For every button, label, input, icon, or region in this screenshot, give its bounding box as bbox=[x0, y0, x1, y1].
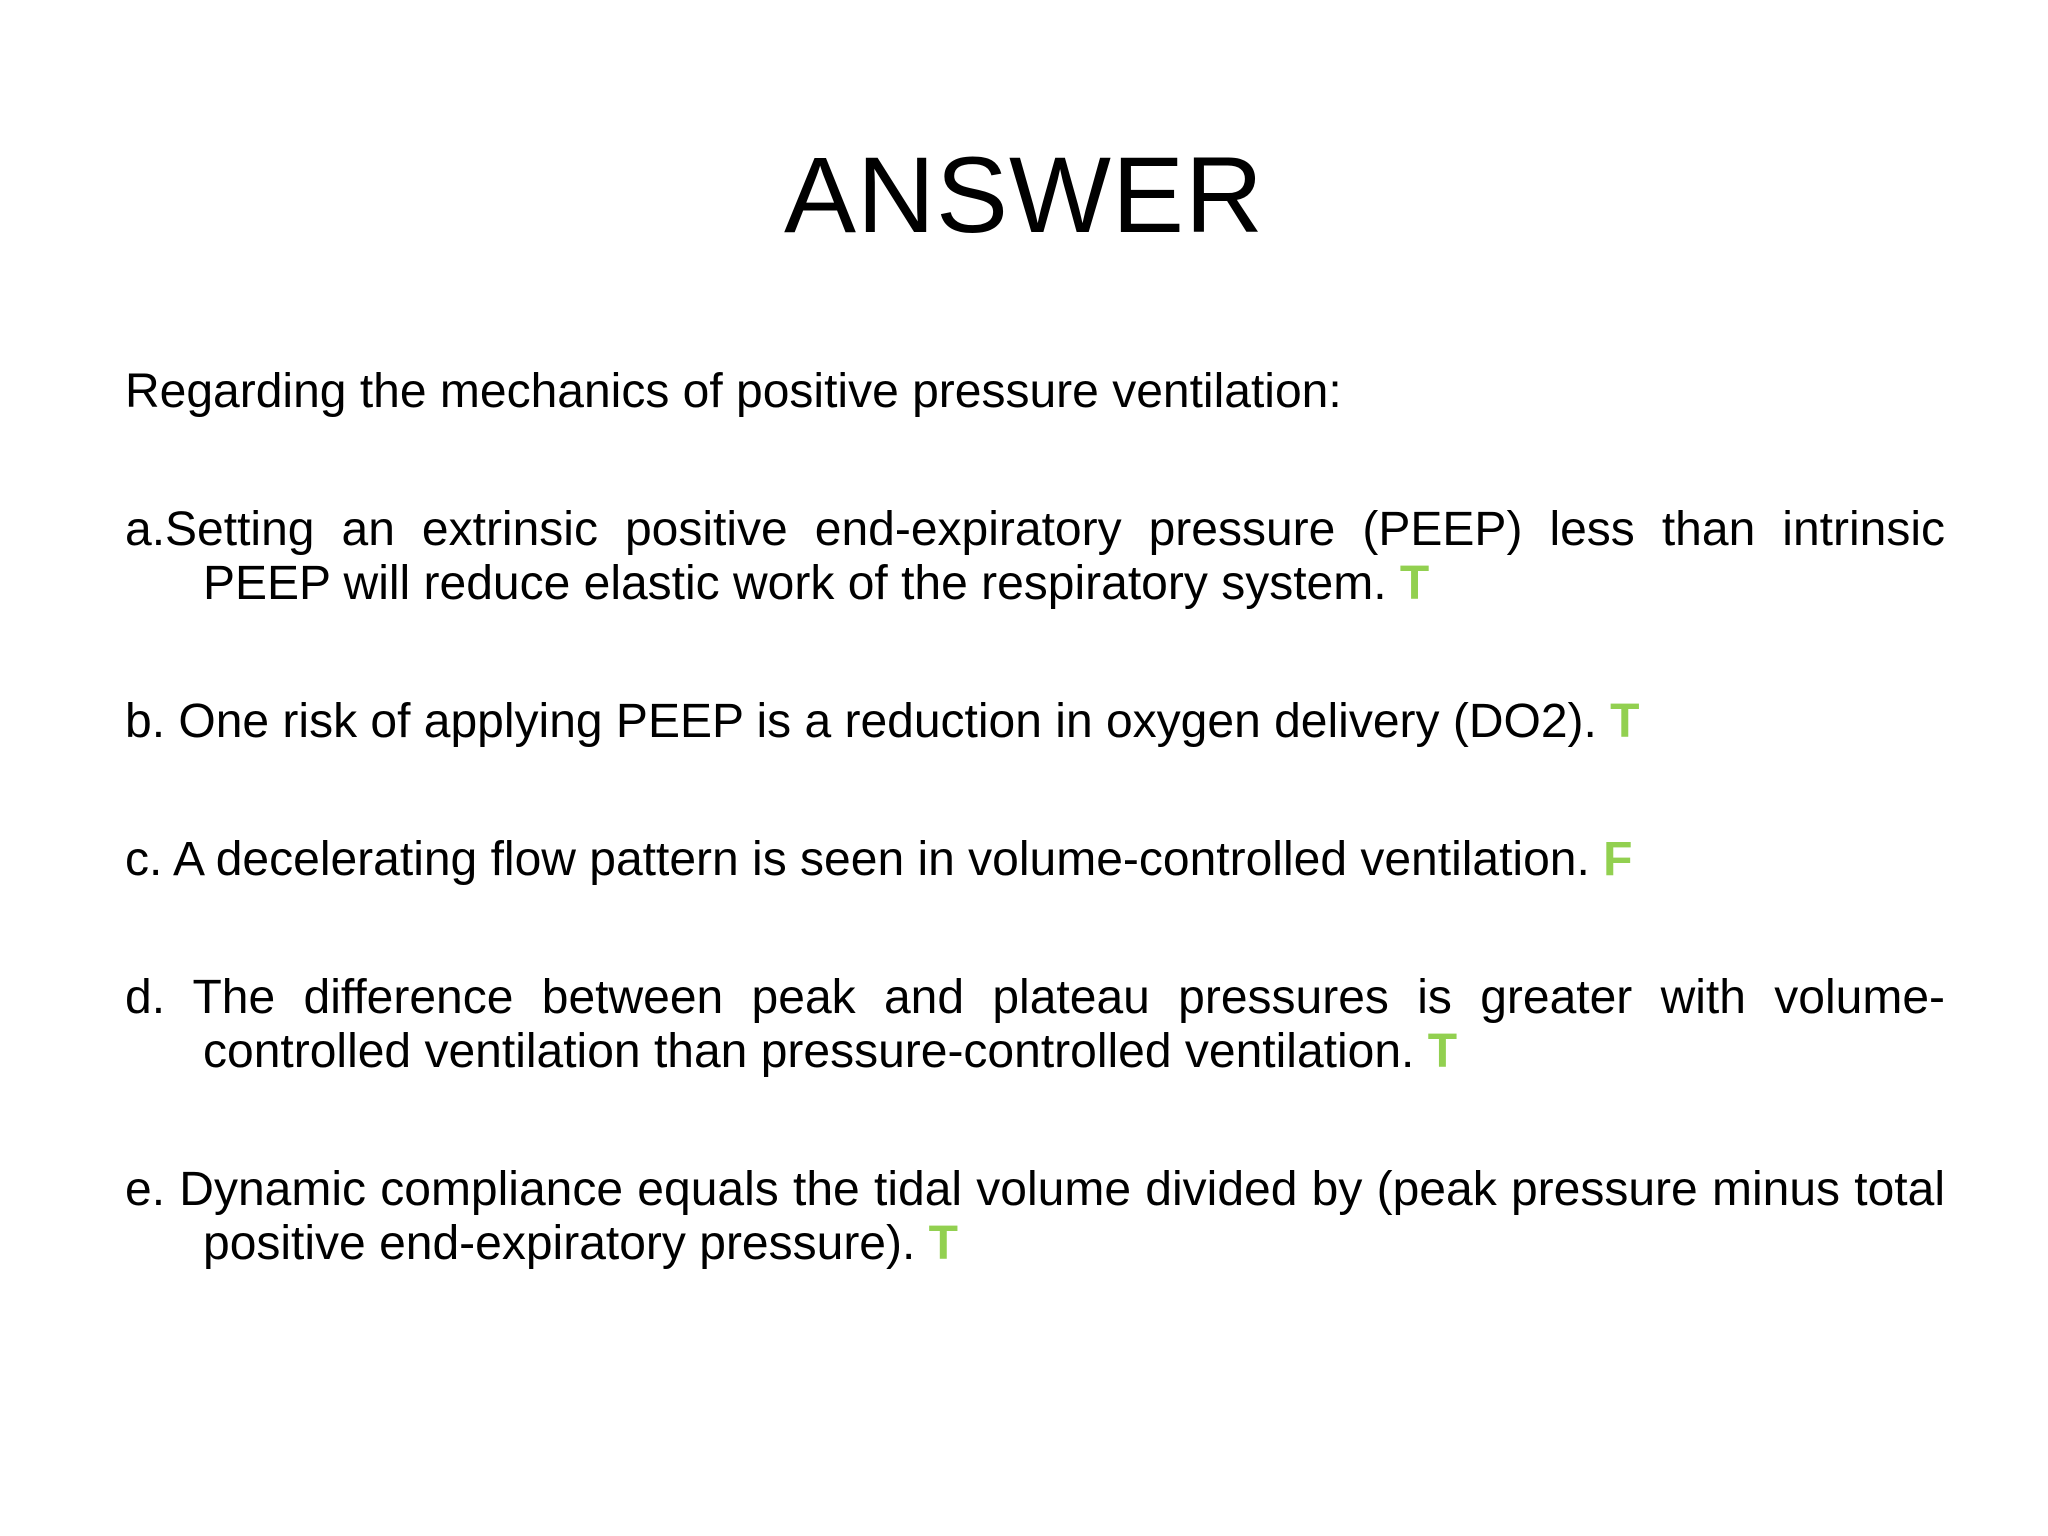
answer-verdict: T bbox=[1399, 557, 1430, 610]
question-stem: Regarding the mechanics of positive pressure ventilation: bbox=[125, 365, 1342, 418]
answer-item-d bbox=[125, 971, 1945, 1079]
answer-item-text: e. Dynamic compliance equals the tidal volume divided by (peak pressure minus total positive end-expiratory pressure). bbox=[125, 1163, 1945, 1270]
answer-item-c bbox=[125, 833, 1945, 887]
answer-item-b bbox=[125, 695, 1945, 749]
slide-title: ANSWER bbox=[783, 134, 1265, 255]
answer-verdict: F bbox=[1603, 833, 1633, 886]
answer-item-text: d. The difference between peak and plateau pressures is greater with volume-controlled ventilation than pressure-controlled ventilation. bbox=[125, 971, 1945, 1078]
answer-item-text: b. One risk of applying PEEP is a reduction in oxygen delivery (DO2). bbox=[125, 695, 1597, 748]
answer-item-a bbox=[125, 503, 1945, 611]
slide-content bbox=[125, 365, 1945, 1355]
answer-item-text: c. A decelerating flow pattern is seen in volume-controlled ventilation. bbox=[125, 833, 1590, 886]
answer-verdict: T bbox=[1610, 695, 1640, 748]
answer-verdict: T bbox=[1427, 1025, 1458, 1078]
answer-item-e bbox=[125, 1163, 1945, 1271]
answer-item-text: a.Setting an extrinsic positive end-expiratory pressure (PEEP) less than intrinsic PEEP will reduce elastic work of the respiratory system. bbox=[125, 503, 1945, 610]
answer-verdict: T bbox=[928, 1217, 958, 1270]
